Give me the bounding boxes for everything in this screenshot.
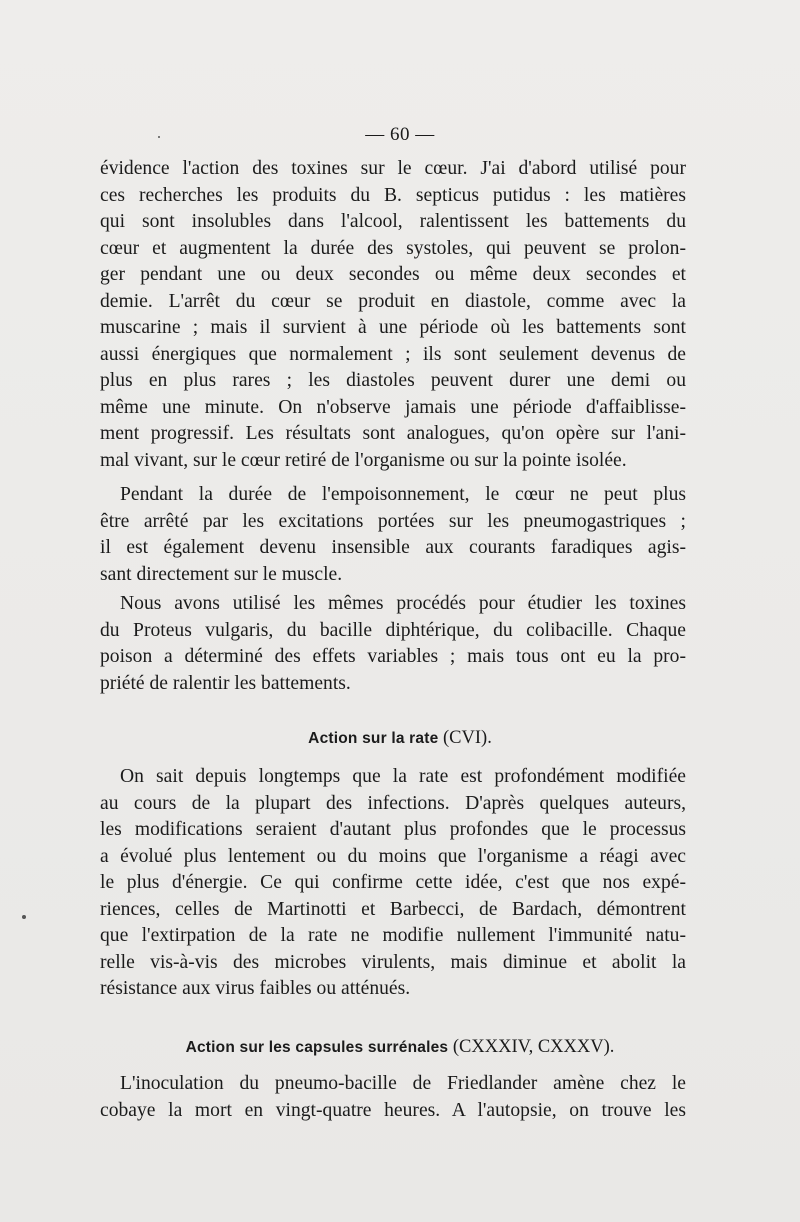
heading-reference: (CVI). [438, 728, 492, 748]
text-line: muscarine ; mais il survient à une période où les battements sont [100, 317, 686, 338]
text-line: résistance aux virus faibles ou atténués. [100, 978, 411, 999]
text-line: plus en plus rares ; les diastoles peuvent durer une demi ou [100, 370, 686, 391]
text-line: même une minute. On n'observe jamais une période d'affaiblisse- [100, 396, 686, 418]
paragraph-5 [100, 1071, 686, 1124]
text-line: ger pendant une ou deux secondes ou même deux secondes et [100, 264, 686, 285]
text-line: cœur et augmentent la durée des systoles, qui peuvent se prolon- [100, 237, 686, 259]
paragraph-2 [100, 482, 686, 588]
paragraph-3 [100, 591, 686, 697]
page-number: — 60 — [365, 124, 435, 145]
section-heading-rate [0, 728, 800, 749]
text-line: mal vivant, sur le cœur retiré de l'organisme ou sur la pointe isolée. [100, 449, 627, 471]
text-line: aussi énergiques que normalement ; ils sont seulement devenus de [100, 343, 686, 365]
text-line: L'inoculation du pneumo-bacille de Friedlander amène chez le [120, 1073, 686, 1094]
text-line: relle vis-à-vis des microbes virulents, mais diminue et abolit la [100, 951, 686, 973]
paragraph-1 [100, 156, 686, 474]
text-line: le plus d'énergie. Ce qui confirme cette idée, c'est que nos expé- [100, 872, 686, 893]
text-line: cobaye la mort en vingt-quatre heures. A l'autopsie, on trouve les [100, 1099, 686, 1121]
text-line: sant directement sur le muscle. [100, 563, 343, 585]
heading-title: Action sur les capsules surrénales [185, 1039, 449, 1056]
text-line: ment progressif. Les résultats sont analogues, qu'on opère sur l'ani- [100, 423, 686, 444]
text-line: On sait depuis longtemps que la rate est profondément modifiée [120, 766, 686, 787]
text-line: demie. L'arrêt du cœur se produit en diastole, comme avec la [100, 290, 686, 312]
text-line: a évolué plus lentement ou du moins que l'organisme a réagi avec [100, 845, 686, 867]
print-speck [22, 915, 26, 919]
text-line: du Proteus vulgaris, du bacille diphtérique, du colibacille. Chaque [100, 619, 686, 641]
print-speck [158, 136, 160, 138]
text-line: riences, celles de Martinotti et Barbecci, de Bardach, démontrent [100, 898, 686, 920]
text-line: priété de ralentir les battements. [100, 672, 351, 694]
text-line: ces recherches les produits du B. septicus putidus : les matières [100, 184, 686, 206]
text-line: être arrêté par les excitations portées sur les pneumogastriques ; [100, 510, 686, 532]
text-line: poison a déterminé des effets variables ; mais tous ont eu la pro- [100, 646, 686, 667]
text-line: au cours de la plupart des infections. D'après quelques auteurs, [100, 792, 686, 814]
section-heading-capsules [0, 1037, 800, 1058]
heading-title: Action sur la rate [308, 730, 439, 747]
text-line: Nous avons utilisé les mêmes procédés pour étudier les toxines [120, 593, 686, 614]
text-line: les modifications seraient d'autant plus profondes que le processus [100, 819, 686, 840]
text-line: Pendant la durée de l'empoisonnement, le cœur ne peut plus [120, 484, 686, 505]
text-line: il est également devenu insensible aux courants faradiques agis- [100, 537, 686, 558]
heading-reference: (CXXXIV, CXXXV). [448, 1037, 615, 1057]
text-line: qui sont insolubles dans l'alcool, ralentissent les battements du [100, 211, 686, 232]
paragraph-4 [100, 764, 686, 1003]
text-line: que l'extirpation de la rate ne modifie nullement l'immunité natu- [100, 925, 686, 946]
text-line: évidence l'action des toxines sur le cœur. J'ai d'abord utilisé pour [100, 158, 686, 179]
